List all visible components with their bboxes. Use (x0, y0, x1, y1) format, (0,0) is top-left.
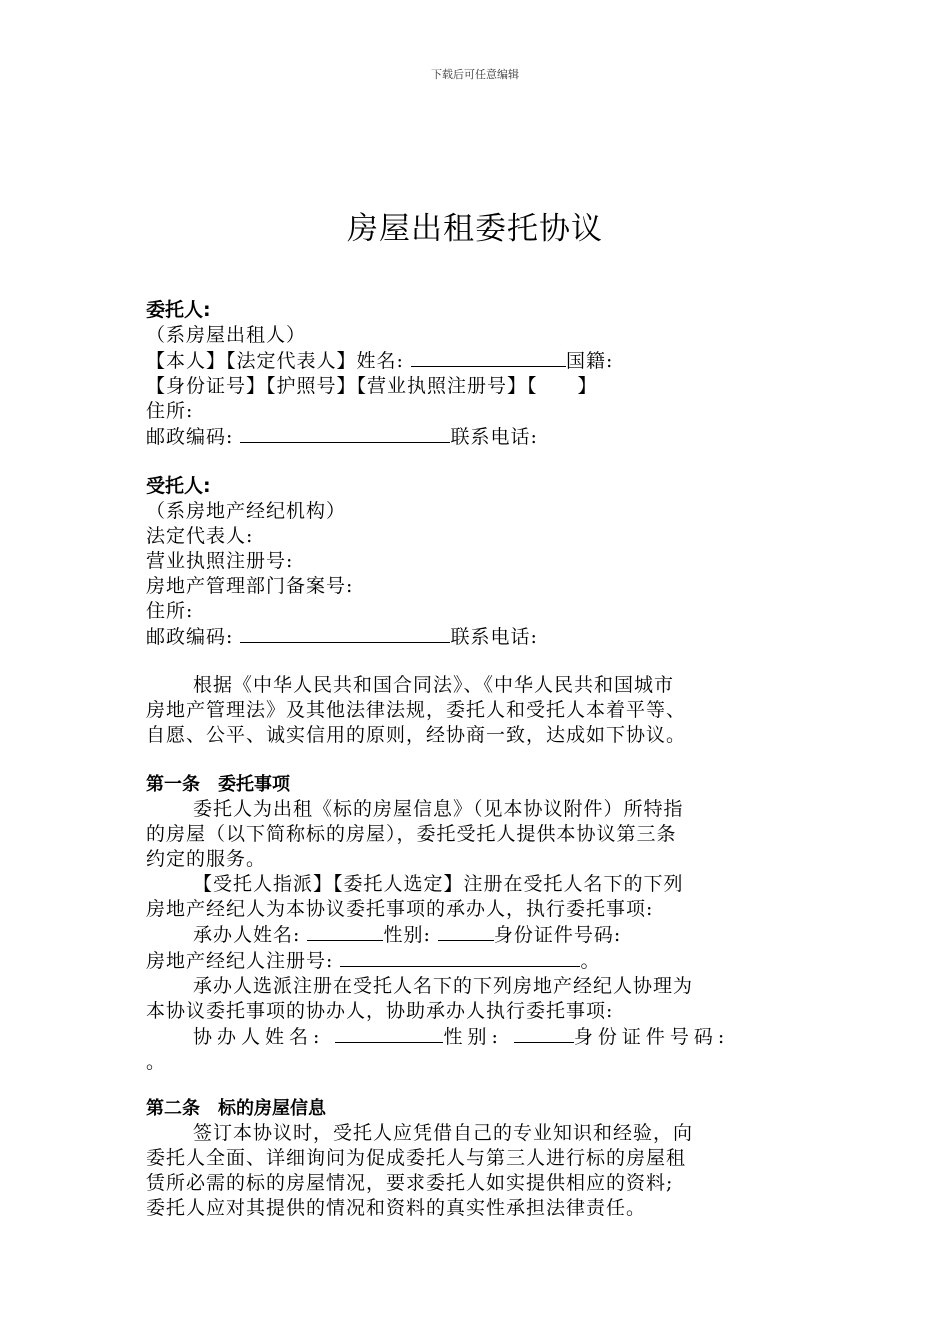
handler-line (146, 922, 806, 948)
article-1-heading: 第一条 委托事项 (146, 774, 290, 795)
article-2-line: 委托人全面、详细询问为促成委托人与第三人进行标的房屋租 (146, 1147, 687, 1169)
agent-record-label: 房地产管理部门备案号: (146, 575, 354, 597)
agent-section (146, 474, 806, 650)
document-title: 房屋出租委托协议 (347, 211, 603, 247)
assistant-period: 。 (146, 1051, 167, 1073)
article-1-line: 本协议委托事项的协办人，协助承办人执行委托事项: (146, 1000, 614, 1022)
article-1 (146, 772, 806, 1075)
handler-name-label: 承办人姓名: (193, 924, 301, 946)
preamble-line: 自愿、公平、诚实信用的原则，经协商一致，达成如下协议。 (146, 724, 687, 746)
article-2-line: 委托人应对其提供的情况和资料的真实性承担法律责任。 (146, 1197, 647, 1219)
broker-reg-blank (340, 948, 580, 967)
handler-gender-label: 性别: (383, 924, 431, 946)
principal-heading: 委托人: (146, 299, 211, 321)
principal-role: （系房屋出租人） (146, 324, 307, 346)
agent-license-label: 营业执照注册号: (146, 550, 294, 572)
assistant-name-blank (335, 1024, 443, 1043)
assistant-gender-blank (514, 1024, 574, 1043)
principal-name-line (146, 348, 806, 374)
principal-phone-label: 联系电话: (450, 426, 538, 448)
broker-reg-period: 。 (580, 950, 601, 972)
handler-id-label: 身份证件号码: (493, 924, 622, 946)
preamble (146, 673, 806, 748)
principal-postcode-line (146, 424, 806, 450)
article-1-line: 承办人选派注册在受托人名下的下列房地产经纪人协理为 (193, 975, 694, 997)
handler-gender-blank (438, 922, 494, 941)
article-1-line: 约定的服务。 (146, 848, 267, 870)
assistant-gender-label: 性别: (443, 1026, 503, 1048)
article-2 (146, 1096, 806, 1221)
agent-address-label: 住所: (146, 600, 194, 622)
agent-phone-label: 联系电话: (450, 626, 538, 648)
article-1-line: 【受托人指派】【委托人选定】注册在受托人名下的下列 (193, 873, 684, 895)
principal-section (146, 298, 806, 450)
agent-heading: 受托人: (146, 475, 211, 497)
article-1-line: 的房屋（以下简称标的房屋），委托受托人提供本协议第三条 (146, 823, 677, 845)
header-note: 下载后可任意编辑 (431, 68, 519, 81)
principal-id-options: 【身份证号】【护照号】【营业执照注册号】【 】 (146, 375, 598, 397)
principal-nationality-label: 国籍: (565, 350, 614, 372)
agent-postcode-label: 邮政编码: (146, 626, 234, 648)
agent-postcode-line (146, 624, 806, 650)
article-1-line: 房地产经纪人为本协议委托事项的承办人，执行委托事项: (146, 898, 654, 920)
article-1-line: 委托人为出租《标的房屋信息》（见本协议附件）所特指 (193, 798, 684, 820)
principal-postcode-blank (240, 424, 450, 443)
preamble-line: 根据《中华人民共和国合同法》、《中华人民共和国城市 (193, 674, 675, 696)
handler-name-blank (307, 922, 383, 941)
article-2-line: 签订本协议时，受托人应凭借自己的专业知识和经验，向 (193, 1122, 694, 1144)
broker-reg-line (146, 948, 806, 974)
principal-name-label: 【本人】【法定代表人】姓名: (146, 350, 404, 372)
article-2-line: 赁所必需的标的房屋情况，要求委托人如实提供相应的资料; (146, 1172, 674, 1194)
principal-postcode-label: 邮政编码: (146, 426, 234, 448)
assistant-line (146, 1024, 806, 1050)
agent-role: （系房地产经纪机构） (146, 500, 347, 522)
agent-postcode-blank (240, 624, 450, 643)
principal-address-label: 住所: (146, 400, 194, 422)
principal-name-blank (411, 348, 566, 367)
agent-legal-rep-label: 法定代表人: (146, 525, 254, 547)
preamble-line: 房地产管理法》及其他法律法规，委托人和受托人本着平等、 (146, 699, 687, 721)
assistant-id-label: 身份证件号码: (573, 1026, 730, 1048)
assistant-name-label: 协办人姓名: (193, 1026, 325, 1048)
article-2-heading: 第二条 标的房屋信息 (146, 1098, 326, 1119)
broker-reg-label: 房地产经纪人注册号: (146, 950, 334, 972)
